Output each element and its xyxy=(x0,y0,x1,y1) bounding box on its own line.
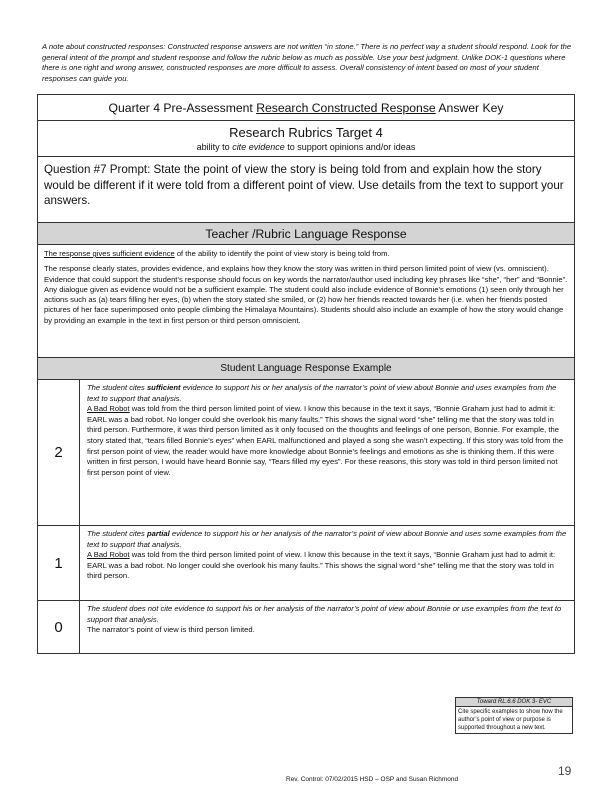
rubric-target xyxy=(38,121,574,157)
page-title: Quarter 4 Pre-Assessment Research Constructed Response Answer Key xyxy=(38,95,574,121)
student-response-header: Student Language Response Example xyxy=(38,358,574,380)
rubric-subheading: ability to cite evidence to support opinions and/or ideas xyxy=(196,142,416,152)
score-row-0: 0 The student does not cite evidence to support his or her analysis of the narrator’s point of view about Bonnie or use examples from the text to support that analysis. The narrator’s point of view is third person limited. xyxy=(38,601,574,654)
teacher-response-header: Teacher /Rubric Language Response xyxy=(38,223,574,245)
question-prompt: Question #7 Prompt: State the point of view the story is being told from and explain how the story would be different if it were told from a different point of view. Use details from the text to support your answers. xyxy=(38,157,574,223)
page-number: 19 xyxy=(558,764,572,778)
score-value: 0 xyxy=(38,601,80,654)
score-row-2: 2 The student cites sufficient evidence to support his or her analysis of the narrator’s point of view about Bonnie and uses examples from the text to support that analysis. A Bad Robot was told from the third person limited point of view. I know this because in the text it says, “Bonnie Graham just had to admit it: EARL was a bad robot. No longer could she overlook his many faults.” This shows the signal word “she” telling me that the story was told in third person. Furthermore, it was third person limited as it only focused on the thoughts and feelings of one person, Bonnie. For example, the story stated that, “tears filled Bonnie’s eyes” when EARL malfunctioned and played a song she wasn’t expecting. If this story was told from the first person point of view, the reader would have more knowledge about Bonnie’s feelings and emotions as she is thinking them. If this were written in first person, I would have heard Bonnie say, “Tears filled my eyes”. For these reasons, this story was told in third person limited not first person point of view. xyxy=(38,380,574,526)
score-value: 2 xyxy=(38,380,80,525)
standard-header: Toward RL.6.6 DOK 3- EVC xyxy=(456,698,572,707)
teacher-response: The response gives sufficient evidence of the ability to identify the point of view story is being told from. The response clearly states, provides evidence, and explains how they know the story was written in third person limited point of view (vs. omniscient). Evidence that could support the student’s response should focus on key words the narrator/author used including key phrases like “she”, “her” and “Bonnie”. Any dialogue given as evidence would not be a sufficient example. The student could also include evidence of Bonnie’s emotions (1) seen only through her actions such as (a) tears filling her eyes, (b) when the story stated she smiled, or (2) how her friends reacted towards her (i.e. when her friends posted pictures of her face superimposed onto people climbing the Himalaya Mountains). Students should also include an example of how the story would change by providing an example in the text in first person or third person omniscient. xyxy=(38,245,574,358)
standard-box xyxy=(455,697,573,734)
score-value: 1 xyxy=(38,526,80,600)
rubric-heading: Research Rubrics Target 4 xyxy=(229,125,383,140)
standard-body: Cite specific examples to show how the author’s point of view or purpose is supported throughout a new text. xyxy=(458,709,563,731)
score-row-1: 1 The student cites partial evidence to support his or her analysis of the narrator’s point of view about Bonnie and uses some examples from the text to support that analysis. A Bad Robot was told from the third person limited point of view. I know this because in the text it says, “Bonnie Graham just had to admit it: EARL was a bad robot. No longer could she overlook his many faults.” This shows the signal word “she” telling me that the story was told in third person. xyxy=(38,526,574,601)
footer: Rev. Control: 07/02/2015 HSD – OSP and Susan Richmond xyxy=(286,776,459,783)
answer-key-table xyxy=(37,94,575,654)
constructed-response-note: A note about constructed responses: Constructed response answers are not written “in stone.” There is no perfect way a student should respond. Look for the general intent of the prompt and student response and follow the rubric below as much as possible. Use your best judgment. Unlike DOK-1 questions where there is one right and wrong answer, constructed responses are more difficult to assess. Overall consistency of intent based on most of your student responses can guide you. xyxy=(42,42,572,83)
